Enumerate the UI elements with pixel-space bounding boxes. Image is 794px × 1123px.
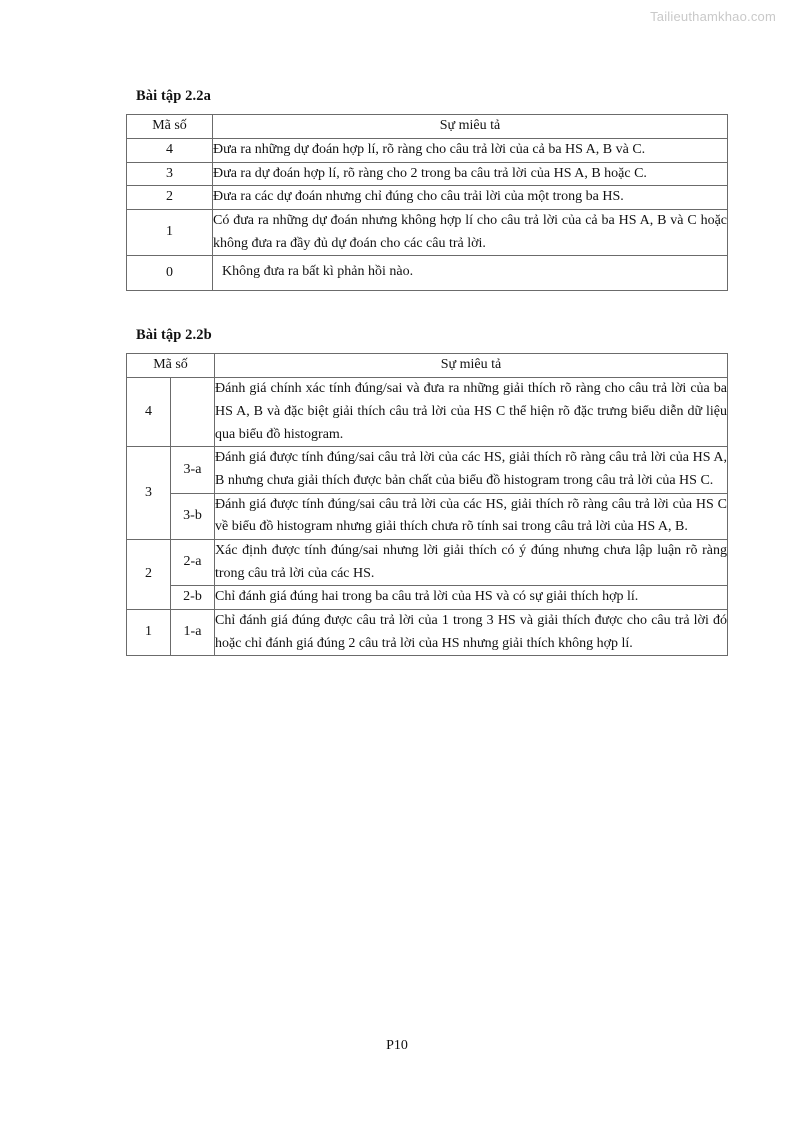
cell-subcode: 2-a xyxy=(171,539,215,585)
table-row xyxy=(127,447,728,493)
cell-description: Đánh giá chính xác tính đúng/sai và đưa ra những giải thích rõ ràng cho câu trả lời của ba HS A, B và đặc biệt giải thích câu trả lời của HS C thể hiện rõ đặc trưng biểu diễn dữ liệu qua biểu đồ histogram. xyxy=(215,378,728,447)
cell-subcode: 3-b xyxy=(171,493,215,539)
table-row xyxy=(127,493,728,539)
cell-subcode xyxy=(171,378,215,447)
table-row xyxy=(127,210,728,256)
table-row xyxy=(127,256,728,291)
document-content xyxy=(126,88,727,656)
section-heading: Bài tập 2.2b xyxy=(136,327,212,344)
cell-code: 4 xyxy=(127,378,171,447)
cell-subcode: 2-b xyxy=(171,586,215,610)
cell-code: 4 xyxy=(127,139,213,163)
table-row xyxy=(127,609,728,655)
column-header-code: Mã số xyxy=(127,115,213,139)
cell-description: Xác định được tính đúng/sai nhưng lời giải thích có ý đúng nhưng chưa lập luận rõ ràng trong câu trả lời của các HS. xyxy=(215,539,728,585)
cell-description: Chỉ đánh giá đúng được câu trả lời của 1 trong 3 HS và giải thích được cho câu trả lời đó hoặc chỉ đánh giá đúng 2 câu trả lời của HS nhưng giải thích không hợp lí. xyxy=(215,609,728,655)
cell-description: Không đưa ra bất kì phản hồi nào. xyxy=(213,256,728,291)
cell-description: Đưa ra những dự đoán hợp lí, rõ ràng cho câu trả lời của cả ba HS A, B và C. xyxy=(213,139,728,163)
table-row xyxy=(127,378,728,447)
cell-description: Đưa ra các dự đoán nhưng chỉ đúng cho câu trải lời của một trong ba HS. xyxy=(213,186,728,210)
column-header-description: Sự miêu tả xyxy=(213,115,728,139)
column-header-description: Sự miêu tả xyxy=(215,354,728,378)
section-bai-tap-2-2b xyxy=(126,327,727,656)
cell-code: 0 xyxy=(127,256,213,291)
table-row xyxy=(127,186,728,210)
cell-description: Đánh giá được tính đúng/sai câu trả lời của các HS, giải thích rõ ràng câu trả lời của HS C về biểu đồ histogram nhưng giải thích chưa rõ tính sai trong câu trả lời của HS A, B. xyxy=(215,493,728,539)
table-row xyxy=(127,586,728,610)
cell-code: 2 xyxy=(127,186,213,210)
watermark-text: Tailieuthamkhao.com xyxy=(650,9,776,24)
table-header-row xyxy=(127,354,728,378)
cell-description: Chỉ đánh giá đúng hai trong ba câu trả lời của HS và có sự giải thích hợp lí. xyxy=(215,586,728,610)
page-footer: P10 xyxy=(386,1038,408,1053)
table-row xyxy=(127,139,728,163)
cell-description: Có đưa ra những dự đoán nhưng không hợp lí cho câu trả lời của cả ba HS A, B và C hoặc không đưa ra đầy đủ dự đoán cho các câu trả lời. xyxy=(213,210,728,256)
cell-description: Đưa ra dự đoán hợp lí, rõ ràng cho 2 trong ba câu trả lời của HS A, B hoặc C. xyxy=(213,162,728,186)
cell-subcode: 3-a xyxy=(171,447,215,493)
cell-code: 3 xyxy=(127,447,171,540)
table-row xyxy=(127,539,728,585)
cell-code: 3 xyxy=(127,162,213,186)
column-header-code: Mã số xyxy=(127,354,215,378)
table-header-row xyxy=(127,115,728,139)
section-bai-tap-2-2a xyxy=(126,88,727,291)
table-row xyxy=(127,162,728,186)
cell-subcode: 1-a xyxy=(171,609,215,655)
cell-code: 1 xyxy=(127,210,213,256)
cell-code: 2 xyxy=(127,539,171,609)
cell-code: 1 xyxy=(127,609,171,655)
cell-description: Đánh giá được tính đúng/sai câu trả lời của các HS, giải thích rõ ràng câu trả lời của HS A, B nhưng chưa giải thích được bản chất của biểu đồ histogram trong câu trả lời của HS C. xyxy=(215,447,728,493)
rubric-table-2-2a xyxy=(126,114,728,291)
rubric-table-2-2b xyxy=(126,353,728,656)
section-heading: Bài tập 2.2a xyxy=(136,88,211,104)
